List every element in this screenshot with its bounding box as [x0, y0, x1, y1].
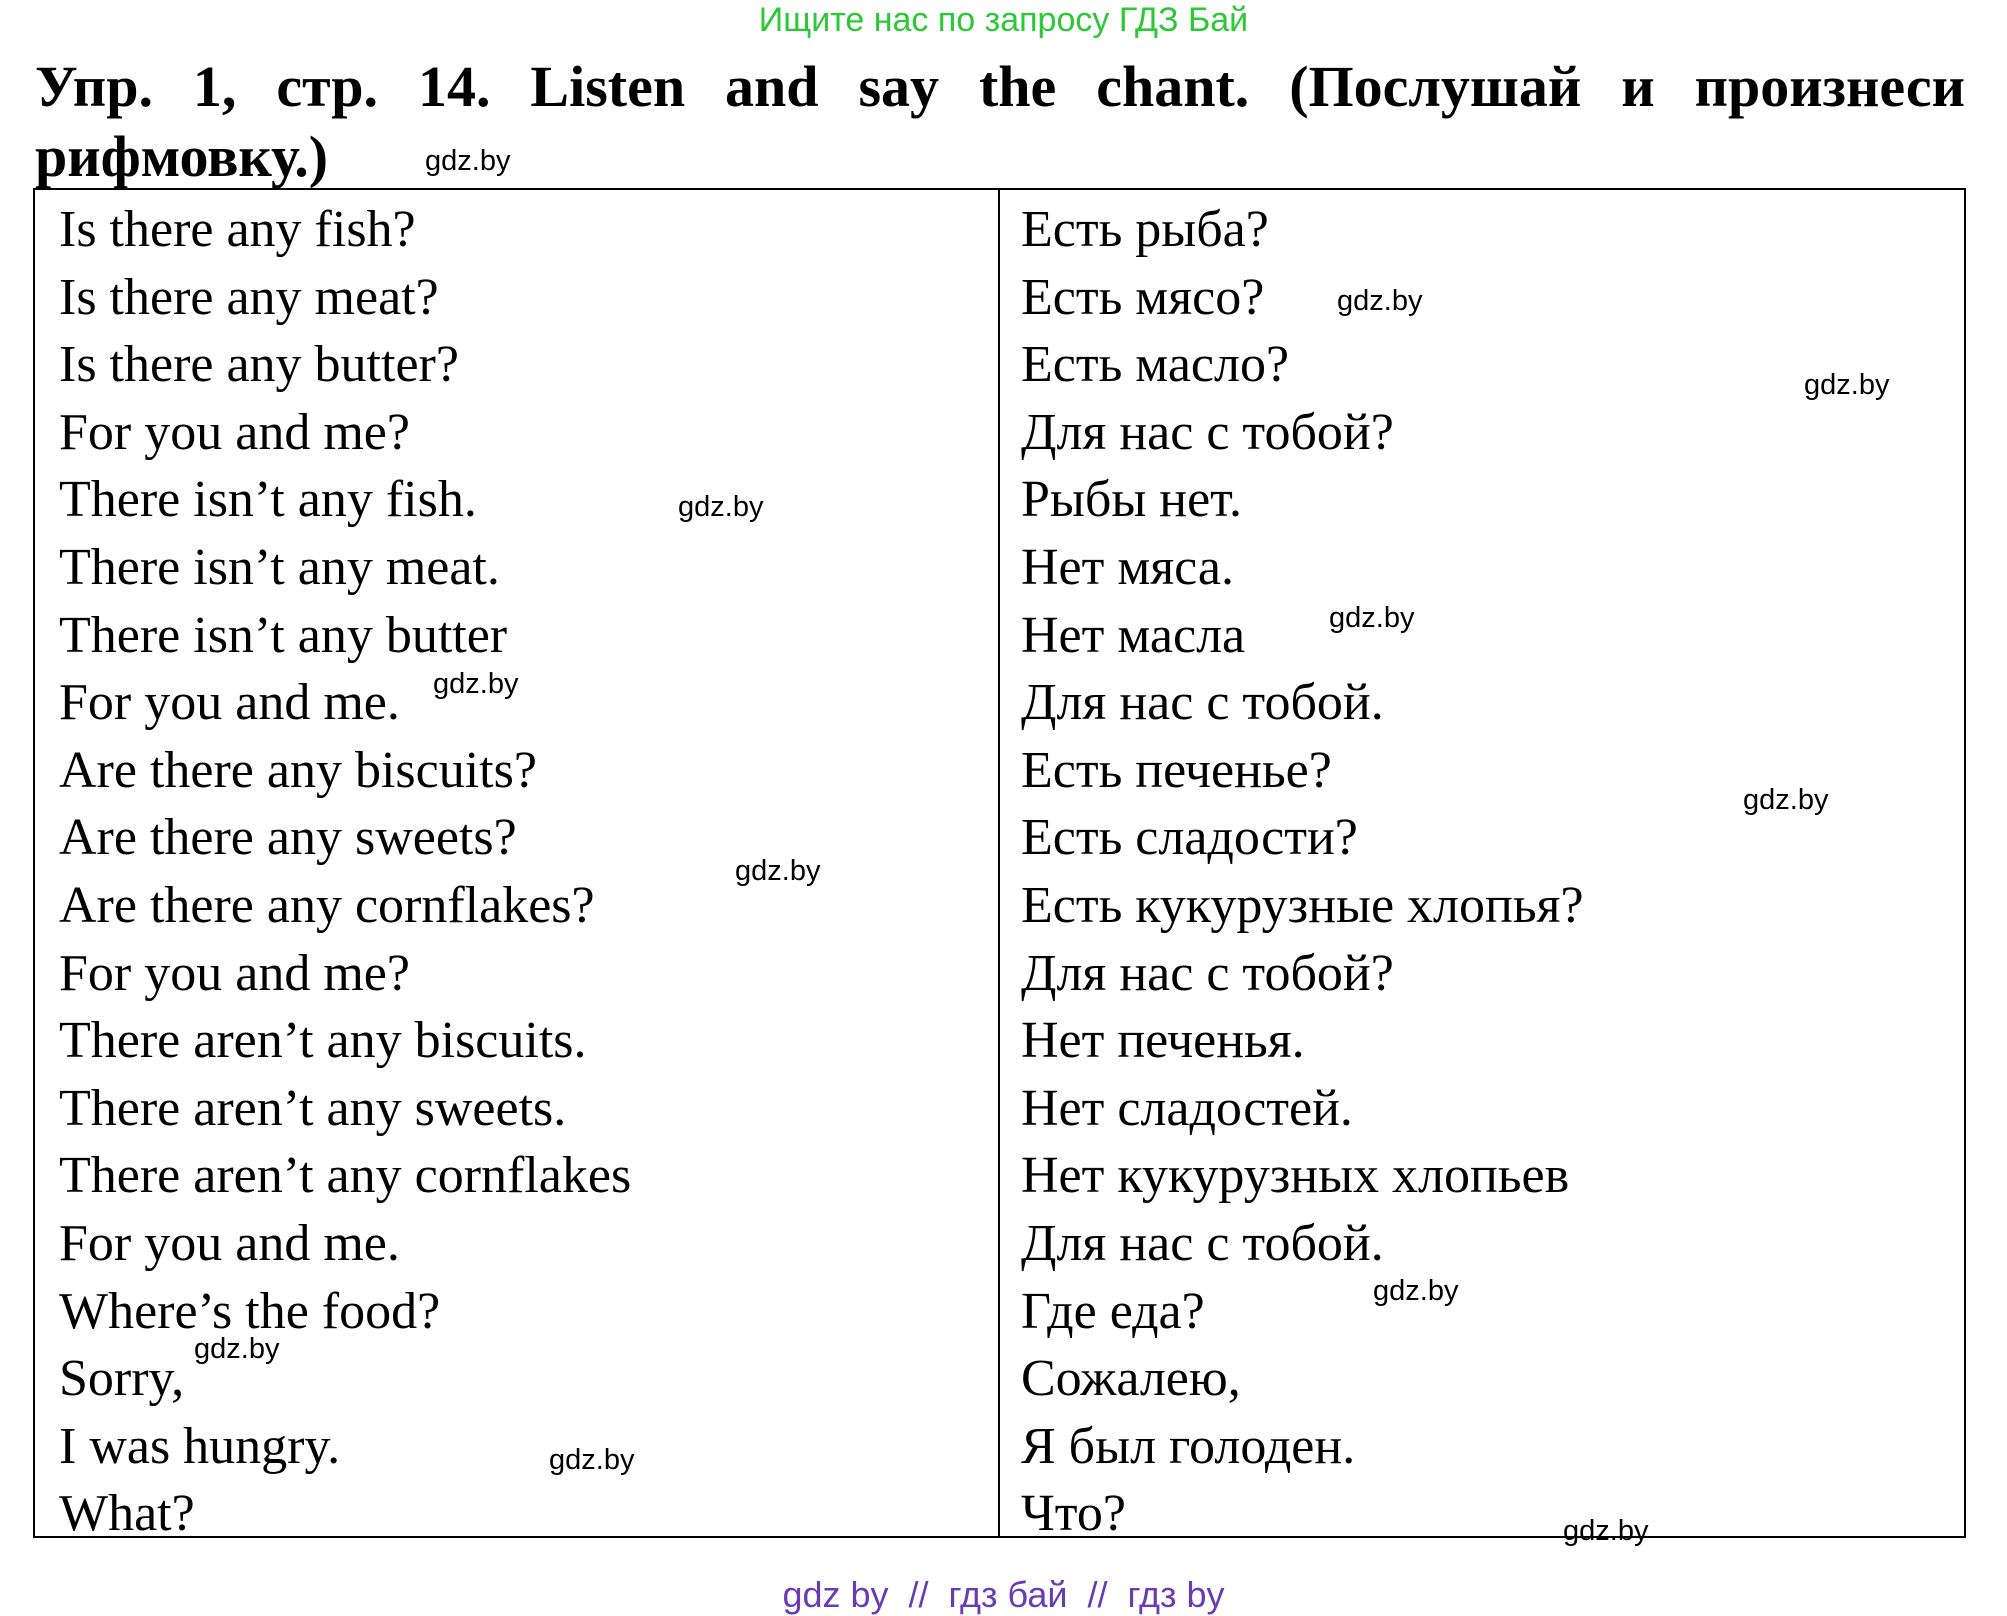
- chant-line: Для нас с тобой.: [1021, 674, 1384, 732]
- chant-line: For you and me?: [59, 403, 410, 461]
- footer-links[interactable]: gdz by // гдз бай // гдз by: [782, 1574, 1225, 1615]
- chant-line: Are there any cornflakes?: [59, 876, 595, 934]
- chant-line: Are there any biscuits?: [59, 741, 537, 799]
- chant-line: There isn’t any fish.: [59, 471, 477, 529]
- top-search-banner-link[interactable]: Ищите нас по запросу ГДЗ Бай: [758, 1, 1249, 39]
- chant-line: There isn’t any butter: [59, 606, 508, 664]
- chant-line: I was hungry.: [59, 1417, 341, 1475]
- watermark: gdz.by: [1563, 1515, 1649, 1547]
- chant-line: There isn’t any meat.: [59, 538, 500, 596]
- chant-line: Для нас с тобой?: [1021, 944, 1394, 1002]
- chant-line: Are there any sweets?: [59, 809, 517, 867]
- watermark: gdz.by: [1373, 1275, 1459, 1307]
- chant-line: Для нас с тобой?: [1021, 403, 1394, 461]
- watermark: gdz.by: [433, 668, 519, 700]
- watermark: gdz.by: [549, 1444, 635, 1476]
- chant-line: There aren’t any sweets.: [59, 1079, 567, 1137]
- chant-line: Is there any meat?: [59, 268, 439, 326]
- chant-line: Sorry,: [59, 1350, 185, 1408]
- english-column: [59, 196, 631, 1548]
- chant-line: Сожалею,: [1021, 1350, 1241, 1408]
- chant-line: For you and me.: [59, 1214, 400, 1272]
- exercise-title: Упр. 1, стр. 14. Listen and say the chant. (Послушай и произнеси рифмовку.): [35, 54, 1965, 189]
- chant-line: Я был голоден.: [1021, 1417, 1356, 1475]
- chant-line: For you and me.: [59, 674, 400, 732]
- chant-line: Рыбы нет.: [1021, 471, 1242, 529]
- watermark: gdz.by: [1329, 602, 1415, 634]
- chant-line: Есть мясо?: [1021, 268, 1265, 326]
- chant-line: Is there any butter?: [59, 336, 459, 394]
- chant-line: Нет масла: [1021, 606, 1246, 664]
- chant-line: For you and me?: [59, 944, 410, 1002]
- watermark: gdz.by: [1743, 784, 1829, 816]
- chant-line: Есть сладости?: [1021, 809, 1358, 867]
- russian-column: [1021, 196, 1584, 1548]
- chant-table: [33, 188, 1966, 1543]
- chant-line: Есть масло?: [1021, 336, 1290, 394]
- chant-line: Нет печенья.: [1021, 1012, 1305, 1070]
- chant-line: There aren’t any cornflakes: [59, 1147, 632, 1205]
- watermark: gdz.by: [194, 1333, 280, 1365]
- chant-line: Где еда?: [1021, 1282, 1205, 1340]
- chant-line: Для нас с тобой.: [1021, 1214, 1384, 1272]
- column-divider: [998, 190, 1000, 1536]
- watermark: gdz.by: [678, 491, 764, 523]
- chant-line: There aren’t any biscuits.: [59, 1012, 587, 1070]
- chant-line: Что?: [1021, 1485, 1126, 1543]
- chant-line: Нет кукурузных хлопьев: [1021, 1147, 1570, 1205]
- chant-line: Есть кукурузные хлопья?: [1021, 876, 1584, 934]
- chant-line: Is there any fish?: [59, 201, 416, 258]
- watermark: gdz.by: [1337, 285, 1423, 317]
- chant-line: Нет мяса.: [1021, 538, 1234, 596]
- watermark: gdz.by: [425, 145, 511, 177]
- chant-line: Where’s the food?: [59, 1282, 441, 1340]
- chant-line: Нет сладостей.: [1021, 1079, 1353, 1137]
- watermark: gdz.by: [735, 855, 821, 887]
- chant-line: Есть рыба?: [1021, 201, 1269, 258]
- chant-line: Есть печенье?: [1021, 741, 1332, 799]
- watermark: gdz.by: [1804, 369, 1890, 401]
- chant-line: What?: [59, 1485, 195, 1543]
